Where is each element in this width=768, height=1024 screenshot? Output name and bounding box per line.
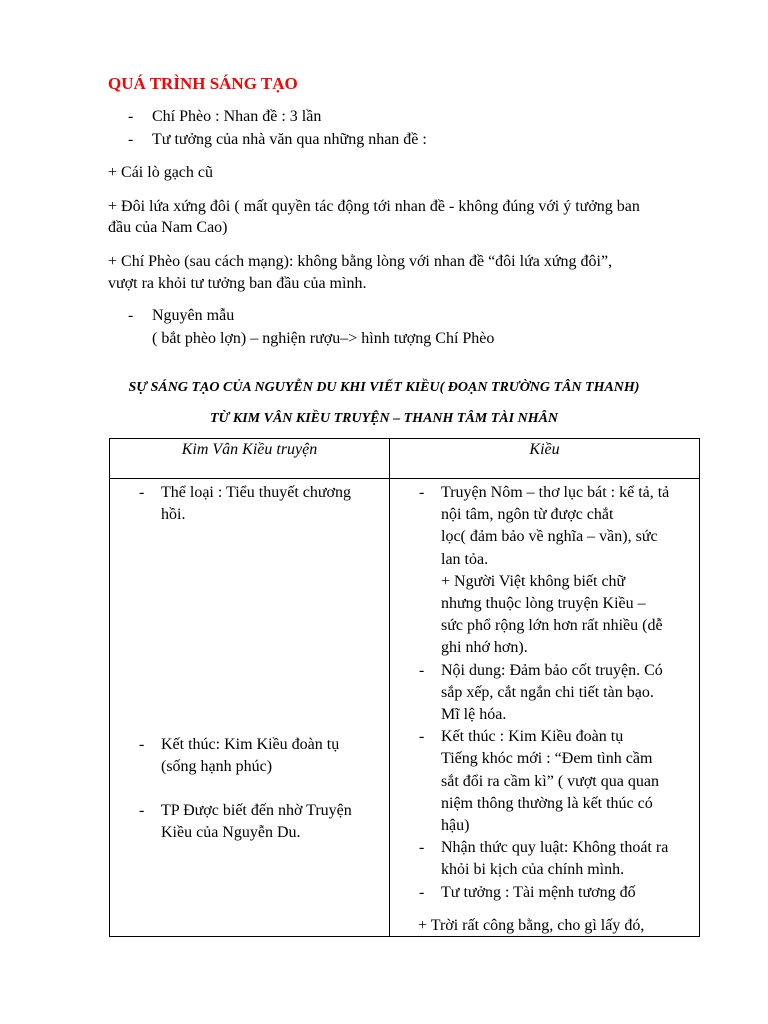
right-item-list	[419, 482, 670, 904]
bullet-dash: -	[419, 661, 425, 679]
bullet-dash: -	[139, 484, 145, 501]
bullet-dash: -	[128, 307, 134, 324]
document-title: QUÁ TRÌNH SÁNG TẠO	[108, 74, 298, 93]
right-line: Mĩ lệ hóa.	[441, 706, 507, 724]
left-item-ending	[139, 734, 340, 778]
comparison-table	[109, 438, 700, 937]
right-line: hậu)	[441, 817, 470, 835]
header-kim-van-kieu	[110, 439, 390, 479]
table-row	[110, 479, 700, 937]
right-line: Kết thúc : Kim Kiều đoàn tụ	[441, 728, 624, 746]
right-line: sắt đổi ra cầm kì” ( vượt qua quan	[441, 772, 659, 790]
right-line: niệm thông thường là kết thúc có	[441, 794, 653, 812]
paragraph-1: + Cái lò gạch cũ	[108, 164, 213, 181]
left-item-genre	[139, 482, 352, 526]
left-cell	[110, 479, 390, 937]
header-label: Kiều	[529, 441, 560, 458]
origin-detail: ( bắt phèo lợn) – nghiện rượu–> hình tượng Chí Phèo	[152, 330, 495, 347]
right-line: Nội dung: Đảm bảo cốt truyện. Có	[441, 661, 663, 679]
left-item-line: Kiều của Nguyễn Du.	[161, 824, 301, 842]
intro-item-2: Tư tưởng của nhà văn qua những nhan đề :	[152, 131, 427, 148]
section-title-2: TỪ KIM VÂN KIỀU TRUYỆN – THANH TÂM TÀI NHÂN	[209, 411, 559, 426]
right-line: ghi nhớ hơn).	[441, 639, 528, 657]
bullet-dash: -	[419, 484, 425, 501]
right-line: Tiếng khóc mới : “Đem tình cầm	[441, 750, 653, 768]
left-item-line: Thể loại : Tiểu thuyết chương	[161, 484, 352, 501]
right-line: sức phổ rộng lớn hơn rất nhiều (dễ	[441, 617, 663, 635]
header-label: Kim Vân Kiều truyện	[181, 441, 318, 458]
right-cell	[390, 479, 700, 937]
right-line: + Người Việt không biết chữ	[441, 572, 626, 590]
bullet-dash: -	[139, 736, 145, 753]
right-line: Tư tưởng : Tài mệnh tương đố	[441, 883, 636, 901]
header-kieu	[390, 439, 700, 479]
right-line: nhưng thuộc lòng truyện Kiều –	[441, 595, 646, 613]
right-line: sắp xếp, cắt ngắn chi tiết tàn bạo.	[441, 683, 654, 701]
table-header-row	[110, 439, 700, 479]
bullet-dash: -	[139, 802, 145, 819]
right-line: nội tâm, ngôn từ được chắt	[441, 506, 614, 524]
paragraph-3-line-2: vượt ra khỏi tư tưởng ban đầu của mình.	[108, 275, 367, 292]
bullet-dash: -	[419, 883, 425, 901]
origin-item: Nguyên mẫu	[152, 307, 235, 324]
left-item-line: TP Được biết đến nhờ Truyện	[161, 802, 352, 819]
left-item-line: (sống hạnh phúc)	[161, 758, 273, 776]
bullet-dash: -	[419, 728, 425, 746]
bullet-dash: -	[419, 839, 425, 857]
paragraph-2-line-1: + Đôi lứa xứng đôi ( mất quyền tác động tới nhan đề - không đúng với ý tưởng ban	[108, 198, 640, 215]
bullet-dash: -	[128, 108, 134, 125]
right-tail: + Trời rất công bằng, cho gì lấy đó,	[418, 917, 645, 934]
left-item-line: hồi.	[161, 506, 186, 524]
bullet-dash: -	[128, 131, 134, 148]
section-title-1: SỰ SÁNG TẠO CỦA NGUYỄN DU KHI VIẾT KIỀU( ĐOẠN TRƯỜNG TÂN THANH)	[128, 380, 640, 395]
paragraph-3-line-1: + Chí Phèo (sau cách mạng): không bằng lòng với nhan đề “đôi lứa xứng đôi”,	[108, 253, 613, 270]
right-line: Nhận thức quy luật: Không thoát ra	[441, 839, 669, 857]
right-line: lan tỏa.	[441, 550, 489, 568]
right-line: khỏi bi kịch của chính mình.	[441, 861, 625, 879]
left-item-line: Kết thúc: Kim Kiều đoàn tụ	[161, 736, 340, 753]
paragraph-2-line-2: đầu của Nam Cao)	[108, 219, 228, 236]
left-item-fame	[139, 800, 352, 844]
right-line: lọc( đảm bảo về nghĩa – vần), sức	[441, 528, 658, 546]
intro-item-1: Chí Phèo : Nhan đề : 3 lần	[152, 108, 322, 125]
right-line: Truyện Nôm – thơ lục bát : kể tả, tả	[441, 484, 670, 501]
